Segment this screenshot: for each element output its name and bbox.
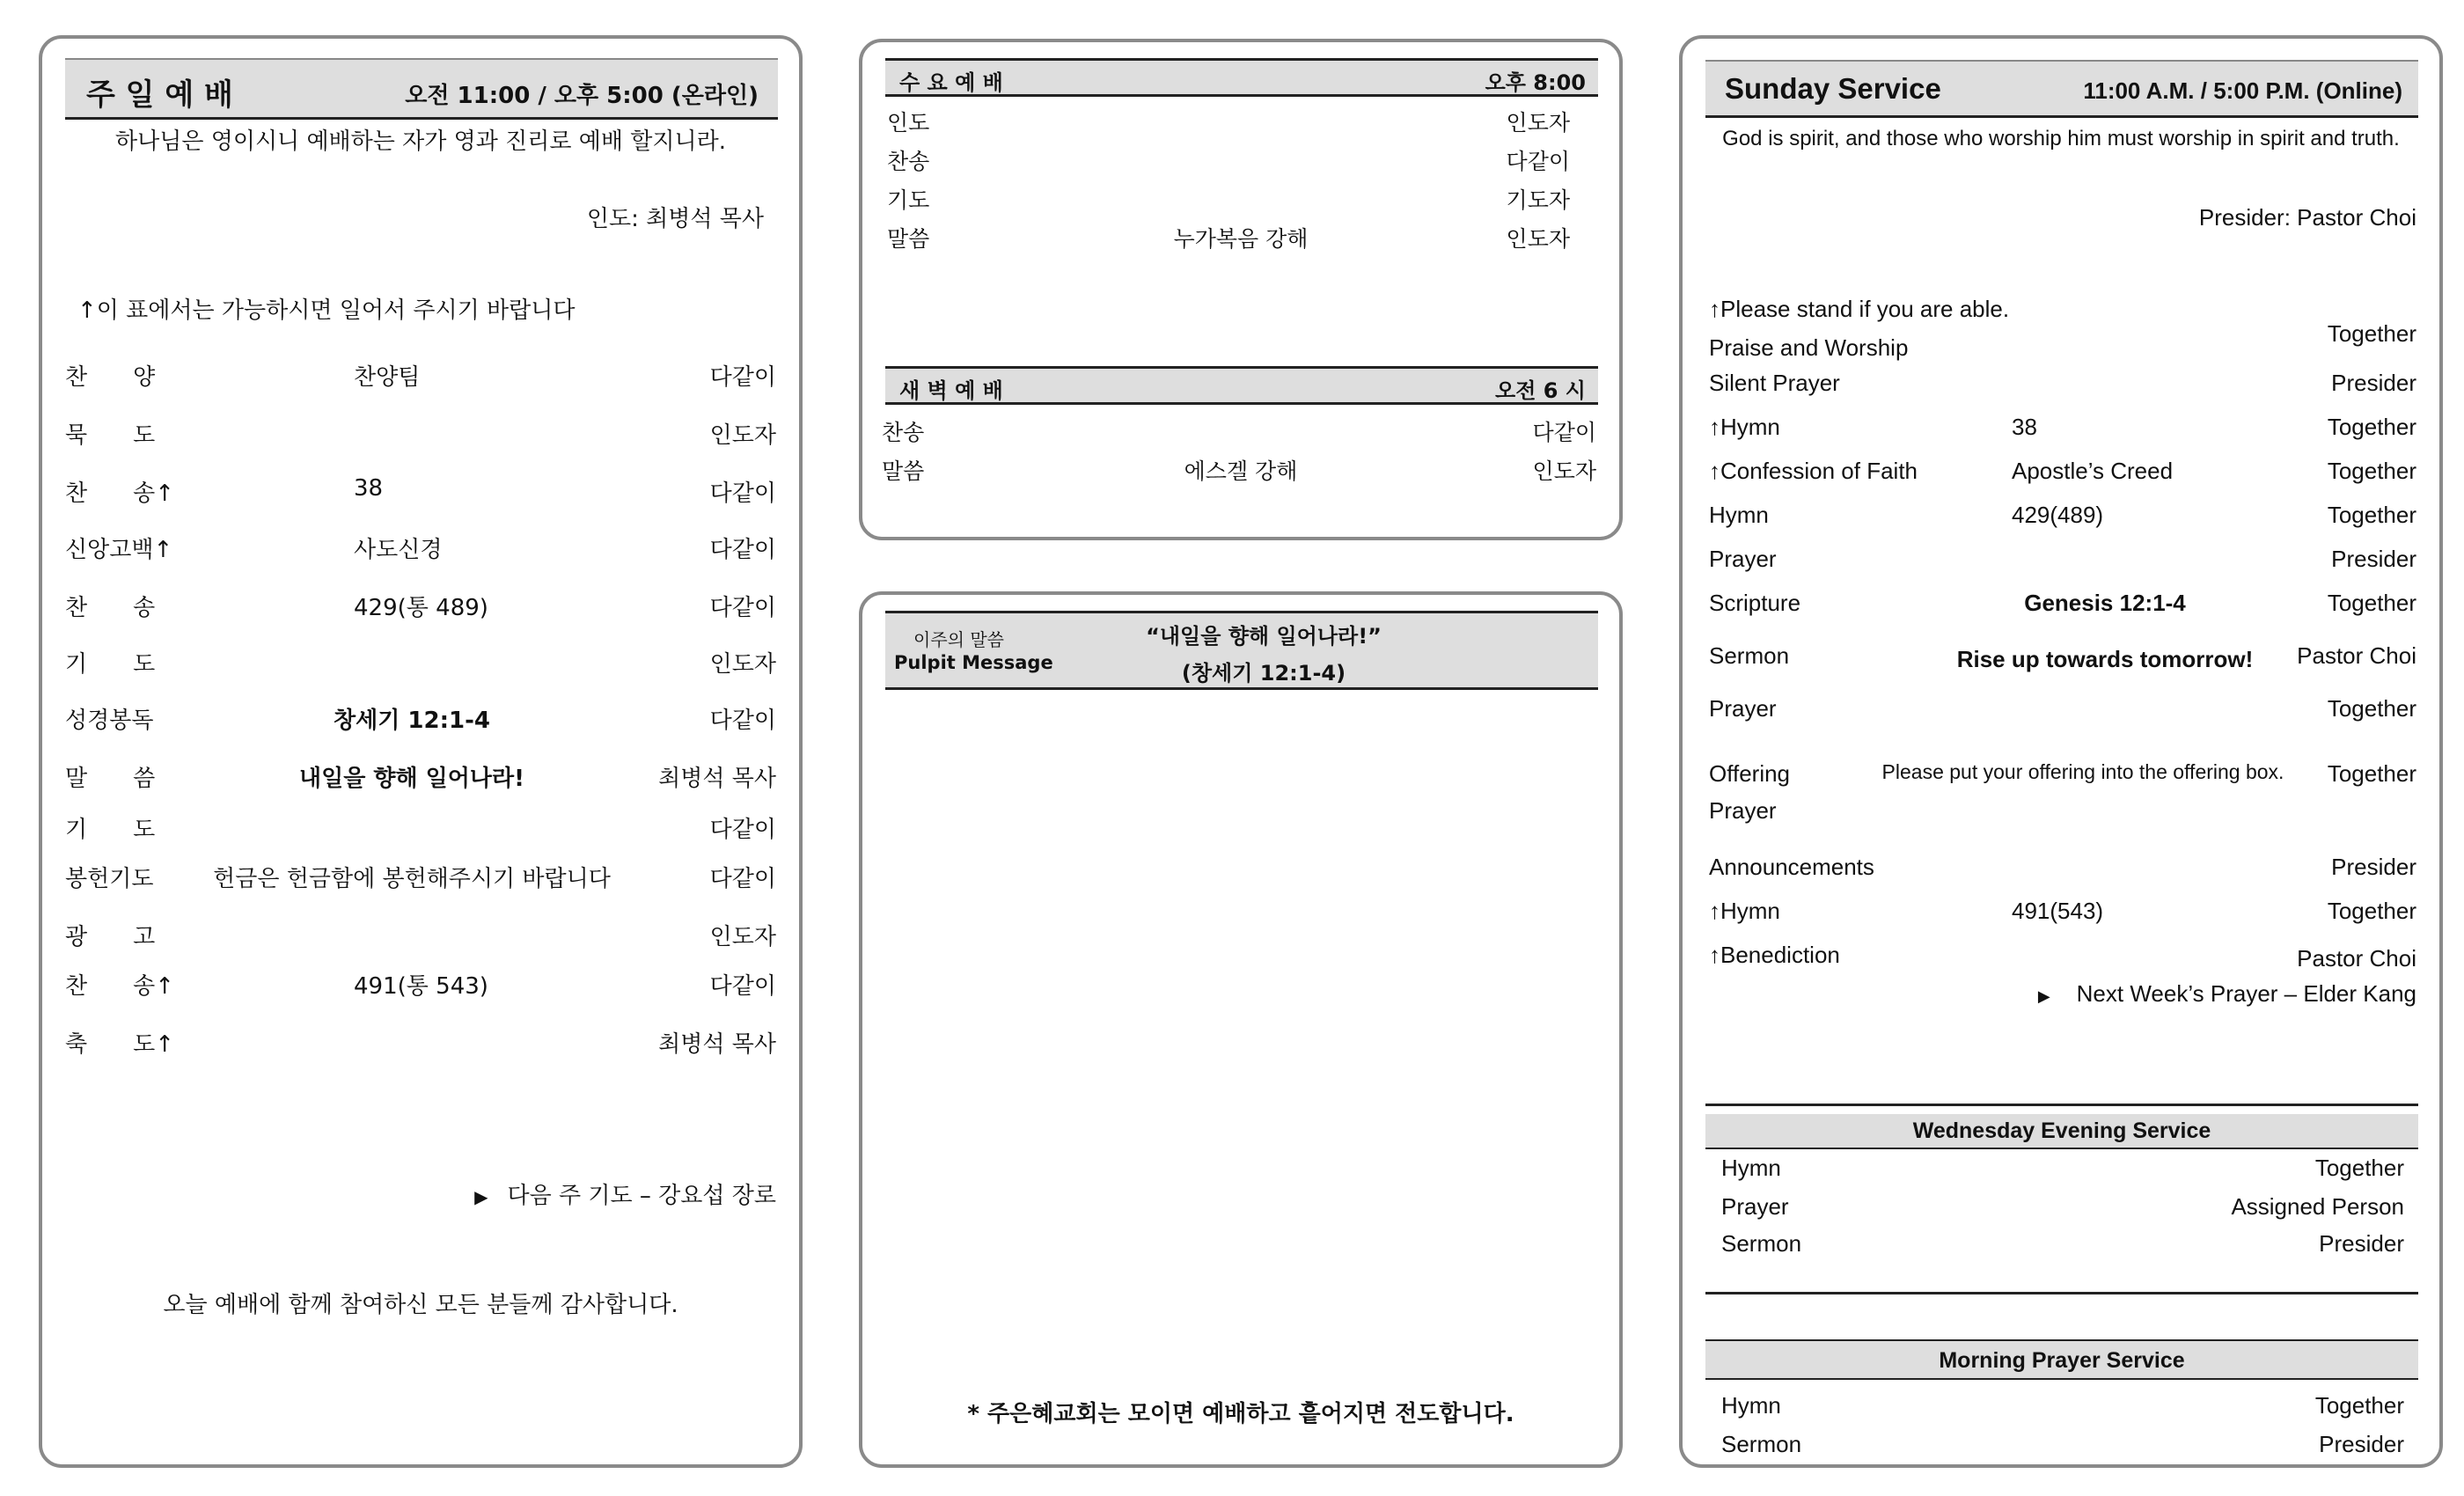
order-item-label: 봉헌기도 (65, 866, 154, 892)
english-order-item-label: Praise and Worship (1709, 334, 1909, 361)
dawn-kr-leader: 인도자 (1532, 458, 1596, 484)
english-order-item-detail: 429(489) (2012, 502, 2104, 528)
divider (1705, 1104, 2418, 1106)
order-item-label: 찬 송↑ (65, 973, 175, 1000)
english-order-item-label: ↑Confession of Faith (1709, 458, 1918, 484)
stand-note: ↑이 표에서는 가능하시면 일어서 주시기 바랍니다 (77, 297, 576, 324)
pulpit-message-panel (859, 591, 1623, 1468)
english-order-item-leader: Together (2327, 458, 2416, 484)
english-order-item-detail: Apostle’s Creed (2012, 458, 2174, 484)
order-item-leader: 인도자 (709, 924, 776, 950)
order-item-label: 기 도 (65, 817, 156, 843)
order-item-leader: 다같이 (709, 537, 776, 563)
english-order-item-leader: Pastor Choi (2297, 945, 2416, 972)
english-order-item-detail: 491(543) (2012, 898, 2104, 924)
pulpit-label-kr: 이주의 말씀 (913, 629, 1004, 650)
dawn-kr-time: 오전 6 시 (1495, 378, 1586, 403)
pulpit-header (885, 611, 1598, 690)
page-title: 주 일 예 배 (86, 77, 233, 113)
pulpit-message-title: “내일을 향해 일어나라!” (1146, 624, 1382, 649)
order-item-leader: 최병석 목사 (658, 766, 776, 792)
next-prayer-note (474, 1177, 776, 1210)
english-stand-note: ↑Please stand if you are able. (1709, 296, 2010, 322)
english-order-item-leader: Presider (2331, 370, 2416, 396)
english-order-item-leader: Pastor Choi (2297, 642, 2416, 669)
english-order-item-leader: Together (2327, 898, 2416, 924)
order-item-leader: 인도자 (709, 651, 776, 678)
dawn-kr-header (885, 366, 1598, 405)
wednesday-kr-header (885, 58, 1598, 97)
english-order-item-label: Prayer (1709, 546, 1777, 572)
pulpit-label-en: Pulpit Message (894, 652, 1053, 673)
wednesday-kr-detail: 누가복음 강해 (1173, 226, 1309, 252)
order-item-leader: 다같이 (709, 708, 776, 734)
order-item-leader: 다같이 (709, 973, 776, 1000)
order-item-label: 광 고 (65, 924, 156, 950)
order-item-detail: 429(통 489) (354, 595, 488, 621)
wednesday-en-item: Hymn (1721, 1155, 1781, 1181)
english-order-item-label: Sermon (1709, 642, 1790, 669)
english-next-prayer-note (2038, 980, 2416, 1008)
order-item-label: 찬 송↑ (65, 480, 175, 507)
korean-sunday-panel (39, 35, 803, 1468)
order-item-label: 축 도↑ (65, 1031, 175, 1058)
wednesday-kr-leader: 인도자 (1506, 226, 1570, 252)
english-presider-line: Presider: Pastor Choi (2198, 204, 2416, 231)
wednesday-kr-item: 말씀 (887, 226, 930, 252)
wednesday-kr-time: 오후 8:00 (1485, 70, 1586, 95)
order-item-detail: 헌금은 헌금함에 봉헌해주시기 바랍니다 (213, 866, 611, 892)
english-order-item-leader: Together (2327, 414, 2416, 440)
order-item-label: 신앙고백↑ (65, 537, 173, 563)
weekday-services-panel (859, 39, 1623, 540)
wednesday-kr-item: 기도 (887, 187, 930, 213)
english-order-item-label: ↑Hymn (1709, 898, 1780, 924)
english-order-item-label: Announcements (1709, 854, 1874, 880)
dawn-kr-detail: 에스겔 강해 (1184, 458, 1298, 484)
english-order-item-leader: Presider (2331, 546, 2416, 572)
order-item-leader: 다같이 (709, 595, 776, 621)
order-item-leader: 인도자 (709, 422, 776, 449)
dawn-kr-leader: 다같이 (1532, 420, 1596, 445)
english-order-item-leader: Together (2327, 590, 2416, 616)
english-order-item-leader: Together (2327, 760, 2416, 787)
wednesday-kr-item: 인도 (887, 110, 930, 136)
divider (1705, 1292, 2418, 1294)
church-motto: * 주은혜교회는 모이면 예배하고 흩어지면 전도합니다. (967, 1401, 1514, 1427)
service-time: 오전 11:00 / 오후 5:00 (온라인) (405, 83, 759, 109)
english-order-item-label: ↑Hymn (1709, 414, 1780, 440)
wednesday-en-title: Wednesday Evening Service (1912, 1118, 2211, 1143)
wednesday-kr-leader: 기도자 (1506, 187, 1570, 213)
english-order-item-label: Scripture (1709, 590, 1801, 616)
english-sunday-header (1705, 60, 2418, 118)
english-order-item-label: Silent Prayer (1709, 370, 1840, 396)
order-item-leader: 다같이 (709, 480, 776, 507)
wednesday-en-leader: Presider (2319, 1230, 2404, 1257)
english-order-item-detail: 38 (2012, 414, 2037, 440)
morning-en-leader: Together (2314, 1392, 2404, 1419)
order-item-leader: 다같이 (709, 817, 776, 843)
order-item-label: 묵 도 (65, 422, 156, 449)
order-item-leader: 다같이 (709, 866, 776, 892)
wednesday-en-leader: Together (2314, 1155, 2404, 1181)
english-order-item-leader: Presider (2331, 854, 2416, 880)
order-item-leader: 다같이 (709, 364, 776, 391)
dawn-kr-title: 새 벽 예 배 (899, 378, 1003, 403)
wednesday-kr-leader: 다같이 (1506, 149, 1570, 174)
order-item-detail: 491(통 543) (354, 973, 488, 1000)
morning-en-leader: Presider (2319, 1431, 2404, 1457)
order-item-detail: 창세기 12:1-4 (334, 708, 490, 734)
play-triangle-icon: ▶ (474, 1186, 488, 1207)
wednesday-en-leader: Assigned Person (2231, 1193, 2404, 1220)
english-service-time: 11:00 A.M. / 5:00 P.M. (Online) (2083, 77, 2402, 104)
order-item-label: 기 도 (65, 651, 156, 678)
order-item-detail: 내일을 향해 일어나라! (298, 766, 524, 792)
play-triangle-icon: ▶ (2037, 987, 2050, 1005)
thanks-message: 오늘 예배에 함께 참여하신 모든 분들께 감사합니다. (163, 1292, 678, 1318)
english-order-item-leader: Together (2327, 502, 2416, 528)
english-order-item-detail: Genesis 12:1-4 (2024, 590, 2186, 616)
order-item-detail: 찬양팀 (354, 364, 421, 391)
order-item-label: 찬 송 (65, 595, 156, 621)
english-order-item-label: Hymn (1709, 502, 1769, 528)
morning-en-item: Sermon (1721, 1431, 1802, 1457)
wednesday-kr-item: 찬송 (887, 149, 930, 174)
english-order-item-leader: Together (2327, 695, 2416, 722)
wednesday-kr-leader: 인도자 (1506, 110, 1570, 136)
english-order-item-label: Prayer (1709, 695, 1777, 722)
english-order-item-label: ↑Benediction (1709, 942, 1840, 968)
order-item-label: 말 씀 (65, 766, 156, 792)
order-item-detail: 사도신경 (354, 537, 443, 563)
english-next-prayer-text: Next Week’s Prayer – Elder Kang (2076, 980, 2416, 1007)
presider-line: 인도: 최병석 목사 (586, 206, 764, 232)
morning-en-item: Hymn (1721, 1392, 1781, 1419)
korean-sunday-header (65, 58, 778, 120)
dawn-kr-item: 말씀 (882, 458, 925, 484)
scripture-verse: 하나님은 영이시니 예배하는 자가 영과 진리로 예배 할지니라. (114, 128, 727, 155)
english-order-item-detail: Please put your offering into the offering box. (1881, 760, 2284, 783)
order-item-label: 찬 양 (65, 364, 156, 391)
order-item-detail: 38 (354, 475, 384, 502)
english-order-item-detail: Rise up towards tomorrow! (1956, 646, 2254, 672)
pulpit-message-reference: (창세기 12:1-4) (1181, 661, 1346, 686)
english-scripture-verse: God is spirit, and those who worship him must worship in spirit and truth. (1722, 127, 2400, 150)
english-order-item-label: Prayer (1709, 797, 1777, 824)
wednesday-en-item: Sermon (1721, 1230, 1802, 1257)
morning-en-header (1705, 1339, 2418, 1380)
wednesday-kr-title: 수 요 예 배 (899, 70, 1003, 95)
english-sunday-panel (1679, 35, 2443, 1468)
next-prayer-text: 다음 주 기도 – 강요섭 장로 (507, 1183, 776, 1209)
english-order-item-leader: Together (2327, 320, 2416, 347)
english-page-title: Sunday Service (1725, 72, 1941, 105)
dawn-kr-item: 찬송 (882, 420, 925, 445)
wednesday-en-item: Prayer (1721, 1193, 1789, 1220)
order-item-leader: 최병석 목사 (658, 1031, 776, 1058)
english-order-item-label: Offering (1709, 760, 1791, 787)
wednesday-en-header (1705, 1114, 2418, 1149)
morning-en-title: Morning Prayer Service (1939, 1348, 2185, 1373)
order-item-label: 성경봉독 (65, 708, 154, 734)
